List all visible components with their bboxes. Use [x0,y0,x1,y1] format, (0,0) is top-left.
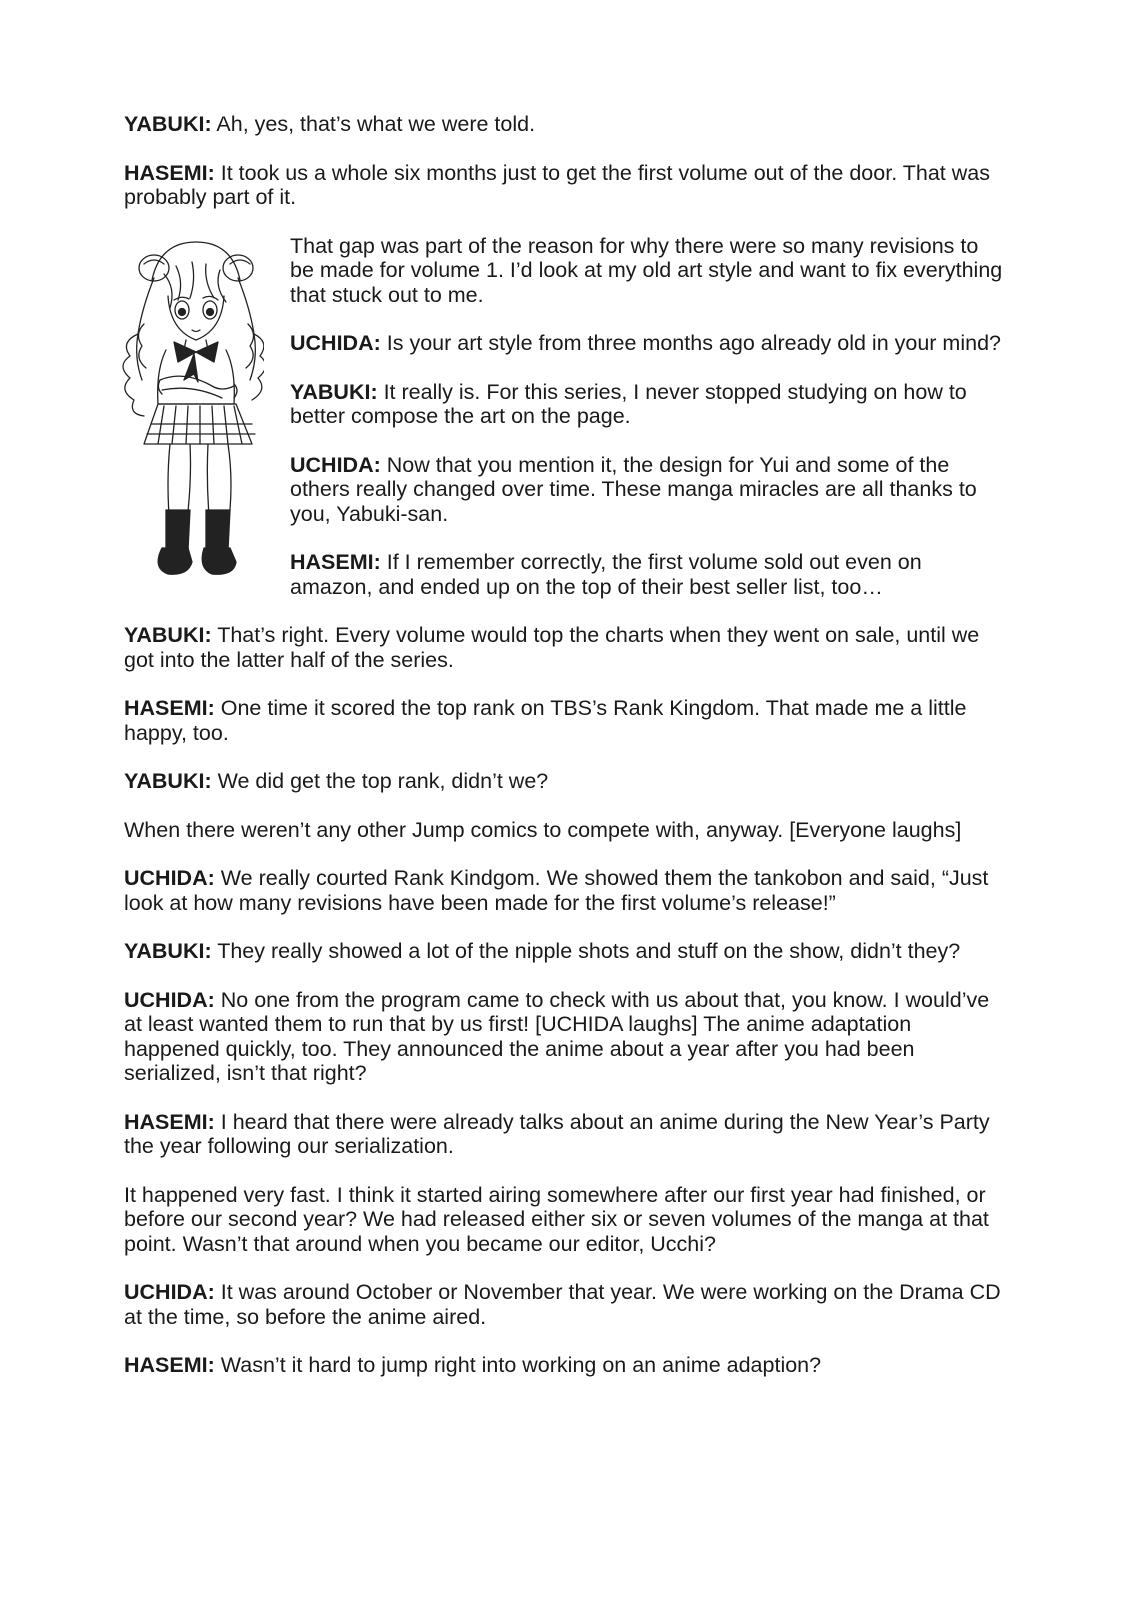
speaker-label: UCHIDA: [290,452,381,477]
dialogue-text: It took us a whole six months just to get the first volume out of the door. That was probably part of it. [124,160,990,209]
dialogue-text: It was around October or November that year. We were working on the Drama CD at the time, so before the anime aired. [124,1280,1001,1329]
speaker-label: HASEMI: [124,160,215,185]
speaker-label: YABUKI: [124,939,212,963]
interview-page [124,112,1004,1402]
dialogue-paragraph [124,818,1004,843]
speaker-label: YABUKI: [124,112,212,136]
bottom-dialogue [124,623,1004,1378]
dialogue-paragraph [124,623,1004,672]
dialogue-text: Is your art style from three months ago already old in your mind? [380,331,1001,355]
speaker-label: HASEMI: [124,696,215,720]
speaker-label: UCHIDA: [290,331,381,355]
dialogue-paragraph [124,1110,1004,1159]
dialogue-paragraph [124,696,1004,745]
speaker-label: YABUKI: [124,769,212,793]
dialogue-text: They really showed a lot of the nipple shots and stuff on the show, didn’t they? [211,939,961,963]
dialogue-paragraph [124,939,1004,964]
dialogue-text: I heard that there were already talks about an anime during the New Year’s Party the year following our serialization. [124,1109,990,1158]
dialogue-paragraph [124,112,1004,137]
speaker-label: HASEMI: [124,1353,215,1377]
dialogue-text: We did get the top rank, didn’t we? [211,769,549,793]
speaker-label: HASEMI: [124,1109,215,1134]
top-dialogue [124,112,1004,210]
speaker-label: UCHIDA: [124,1280,215,1304]
dialogue-paragraph [124,161,1004,210]
dialogue-text: That gap was part of the reason for why there were so many revisions to be made for volume 1. I’d look at my old art style and want to fix everything that stuck out to me. [290,233,1003,307]
dialogue-text: We really courted Rank Kindgom. We showed them the tankobon and said, “Just look at how many revisions have been made for the first volume’s release!” [124,866,989,915]
dialogue-paragraph [124,1353,1004,1378]
illustrated-section [124,234,1004,624]
dialogue-paragraph [124,1280,1004,1329]
dialogue-text: Ah, yes, that’s what we were told. [211,112,536,136]
speaker-label: UCHIDA: [124,987,215,1012]
dialogue-paragraph [124,1183,1004,1257]
dialogue-paragraph [124,866,1004,915]
dialogue-text: It happened very fast. I think it started airing somewhere after our first year had finished, or before our second year? We had released either six or seven volumes of the manga at that point. Wasn’t that around when you became our editor, Ucchi? [124,1182,989,1256]
chibi-girl-drawing [114,234,264,592]
dialogue-paragraph [124,988,1004,1086]
speaker-label: UCHIDA: [124,866,215,890]
dialogue-text: That’s right. Every volume would top the charts when they went on sale, until we got into the latter half of the series. [124,623,980,672]
speaker-label: HASEMI: [290,550,381,574]
speaker-label: YABUKI: [290,379,378,404]
dialogue-text: No one from the program came to check with us about that, you know. I would’ve at least wanted them to run that by us first! [UCHIDA laughs] The anime adaptation happened quickly, too. They announced the anime about a year after you had been serialized, isn’t that right? [124,987,990,1085]
dialogue-text: It really is. For this series, I never stopped studying on how to better compose the art on the page. [290,379,967,428]
dialogue-text: When there weren’t any other Jump comics to compete with, anyway. [Everyone laughs] [124,817,962,842]
dialogue-text: Now that you mention it, the design for Yui and some of the others really changed over time. These manga miracles are all thanks to you, Yabuki-san. [290,452,977,526]
dialogue-paragraph [124,769,1004,794]
dialogue-text: If I remember correctly, the first volume sold out even on amazon, and ended up on the top of their best seller list, too… [290,550,922,599]
chibi-girl-illustration [114,234,264,592]
speaker-label: YABUKI: [124,623,212,647]
dialogue-text: One time it scored the top rank on TBS’s Rank Kingdom. That made me a little happy, too. [124,696,967,745]
dialogue-text: Wasn’t it hard to jump right into working on an anime adaption? [214,1353,822,1377]
